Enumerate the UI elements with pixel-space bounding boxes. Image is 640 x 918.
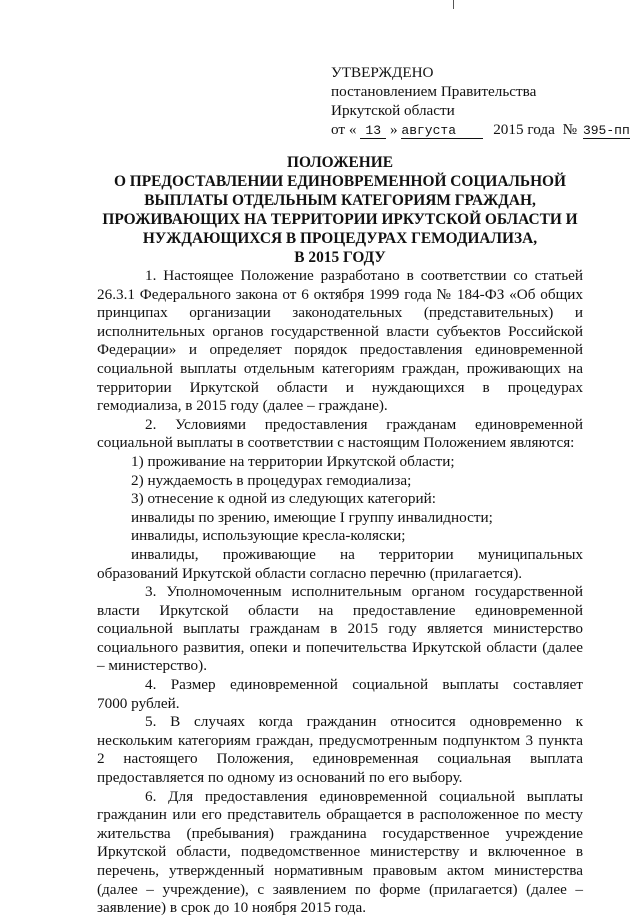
paragraph-5: 5. В случаях когда гражданин относится одновременно к нескольким категориям граждан, предусмотренным подпунктом 3 пункта 2 настоящего Положения, единовременная социальная выплата предоставляется по одному из оснований по его выбору. <box>97 713 583 787</box>
title-line-2: О ПРЕДОСТАВЛЕНИИ ЕДИНОВРЕМЕННОЙ СОЦИАЛЬНОЙ <box>113 173 567 190</box>
paragraph-2: 2. Условиями предоставления гражданам единовременной социальной выплаты в соответствии с настоящим Положением являются: <box>97 415 583 452</box>
date-prefix: от « <box>331 121 357 138</box>
decree-number: 395-пп <box>582 123 630 138</box>
paragraph-4-line <box>97 676 583 695</box>
condition-2: 2) нуждаемость в процедурах гемодиализа; <box>131 471 412 489</box>
date-day: 13 <box>360 123 386 139</box>
condition-1: 1) проживание на территории Иркутской области; <box>131 452 455 470</box>
approval-line-region: Иркутской области <box>331 102 455 119</box>
approval-heading: УТВЕРЖДЕНО <box>331 64 434 81</box>
paragraph-1: 1. Настоящее Положение разработано в соответствии со статьей 26.3.1 Федерального закона от 6 октября 1999 года № 184-ФЗ «Об общих принципах организации законодательных (представительных) и исполнительных органов государственной власти субъектов Российской Федерации» и определяет порядок предоставления единовременной социальной выплаты отдельным категориям граждан, проживающих на территории Иркутской области и нуждающихся в процедурах гемодиализа, в 2015 году (далее – граждане). <box>97 267 583 415</box>
paragraph-4-end: 7000 рублей. <box>97 694 180 712</box>
p4-word-1: 4. <box>145 676 157 694</box>
category-wheelchair: инвалиды, использующие кресла-коляски; <box>131 527 406 545</box>
title-line-4: ПРОЖИВАЮЩИХ НА ТЕРРИТОРИИ ИРКУТСКОЙ ОБЛАСТИ И <box>102 211 578 228</box>
p4-word-4: социальной <box>352 676 429 694</box>
approval-block <box>331 64 631 140</box>
document-title <box>96 153 584 267</box>
date-year: 2015 года <box>493 121 555 138</box>
number-label: № <box>562 121 578 138</box>
title-line-6: В 2015 ГОДУ <box>294 249 386 266</box>
scan-mark <box>453 0 454 9</box>
category-vision: инвалиды по зрению, имеющие I группу инвалидности; <box>131 508 493 526</box>
date-mid: » <box>390 121 398 138</box>
p4-word-6: составляет <box>513 676 583 694</box>
approval-date-line <box>331 121 631 140</box>
paragraph-3: 3. Уполномоченным исполнительным органом государственной власти Иркутской области на предоставление единовременной социальной выплаты гражданам в 2015 году является министерство социального развития, опеки и попечительства Иркутской области (далее – министерство). <box>97 583 583 675</box>
title-line-1: ПОЛОЖЕНИЕ <box>287 154 393 171</box>
title-line-3: ВЫПЛАТЫ ОТДЕЛЬНЫМ КАТЕГОРИЯМ ГРАЖДАН, <box>144 192 536 209</box>
paragraph-6: 6. Для предоставления единовременной социальной выплаты гражданин или его представитель обращается в расположенное по месту жительства (пребывания) гражданина государственное учреждение Иркутской области, подведомственное министерству и включенное в перечень, утвержденный нормативным правовым актом министерства (далее – учреждение), с заявлением по форме (прилагается) (далее – заявление) в срок до 10 ноября 2015 года. <box>97 787 583 917</box>
document-body <box>97 267 583 918</box>
p4-word-2: Размер <box>170 676 216 694</box>
p4-word-5: выплаты <box>442 676 499 694</box>
date-month: августа <box>401 123 483 139</box>
title-line-5: НУЖДАЮЩИХСЯ В ПРОЦЕДУРАХ ГЕМОДИАЛИЗА, <box>142 230 538 247</box>
p4-word-3: единовременной <box>229 676 338 694</box>
category-municipal: инвалиды, проживающие на территории муниципальных образований Иркутской области согласно перечню (прилагается). <box>97 545 583 582</box>
approval-line-decree: постановлением Правительства <box>331 83 537 100</box>
condition-3: 3) отнесение к одной из следующих категорий: <box>131 490 436 508</box>
